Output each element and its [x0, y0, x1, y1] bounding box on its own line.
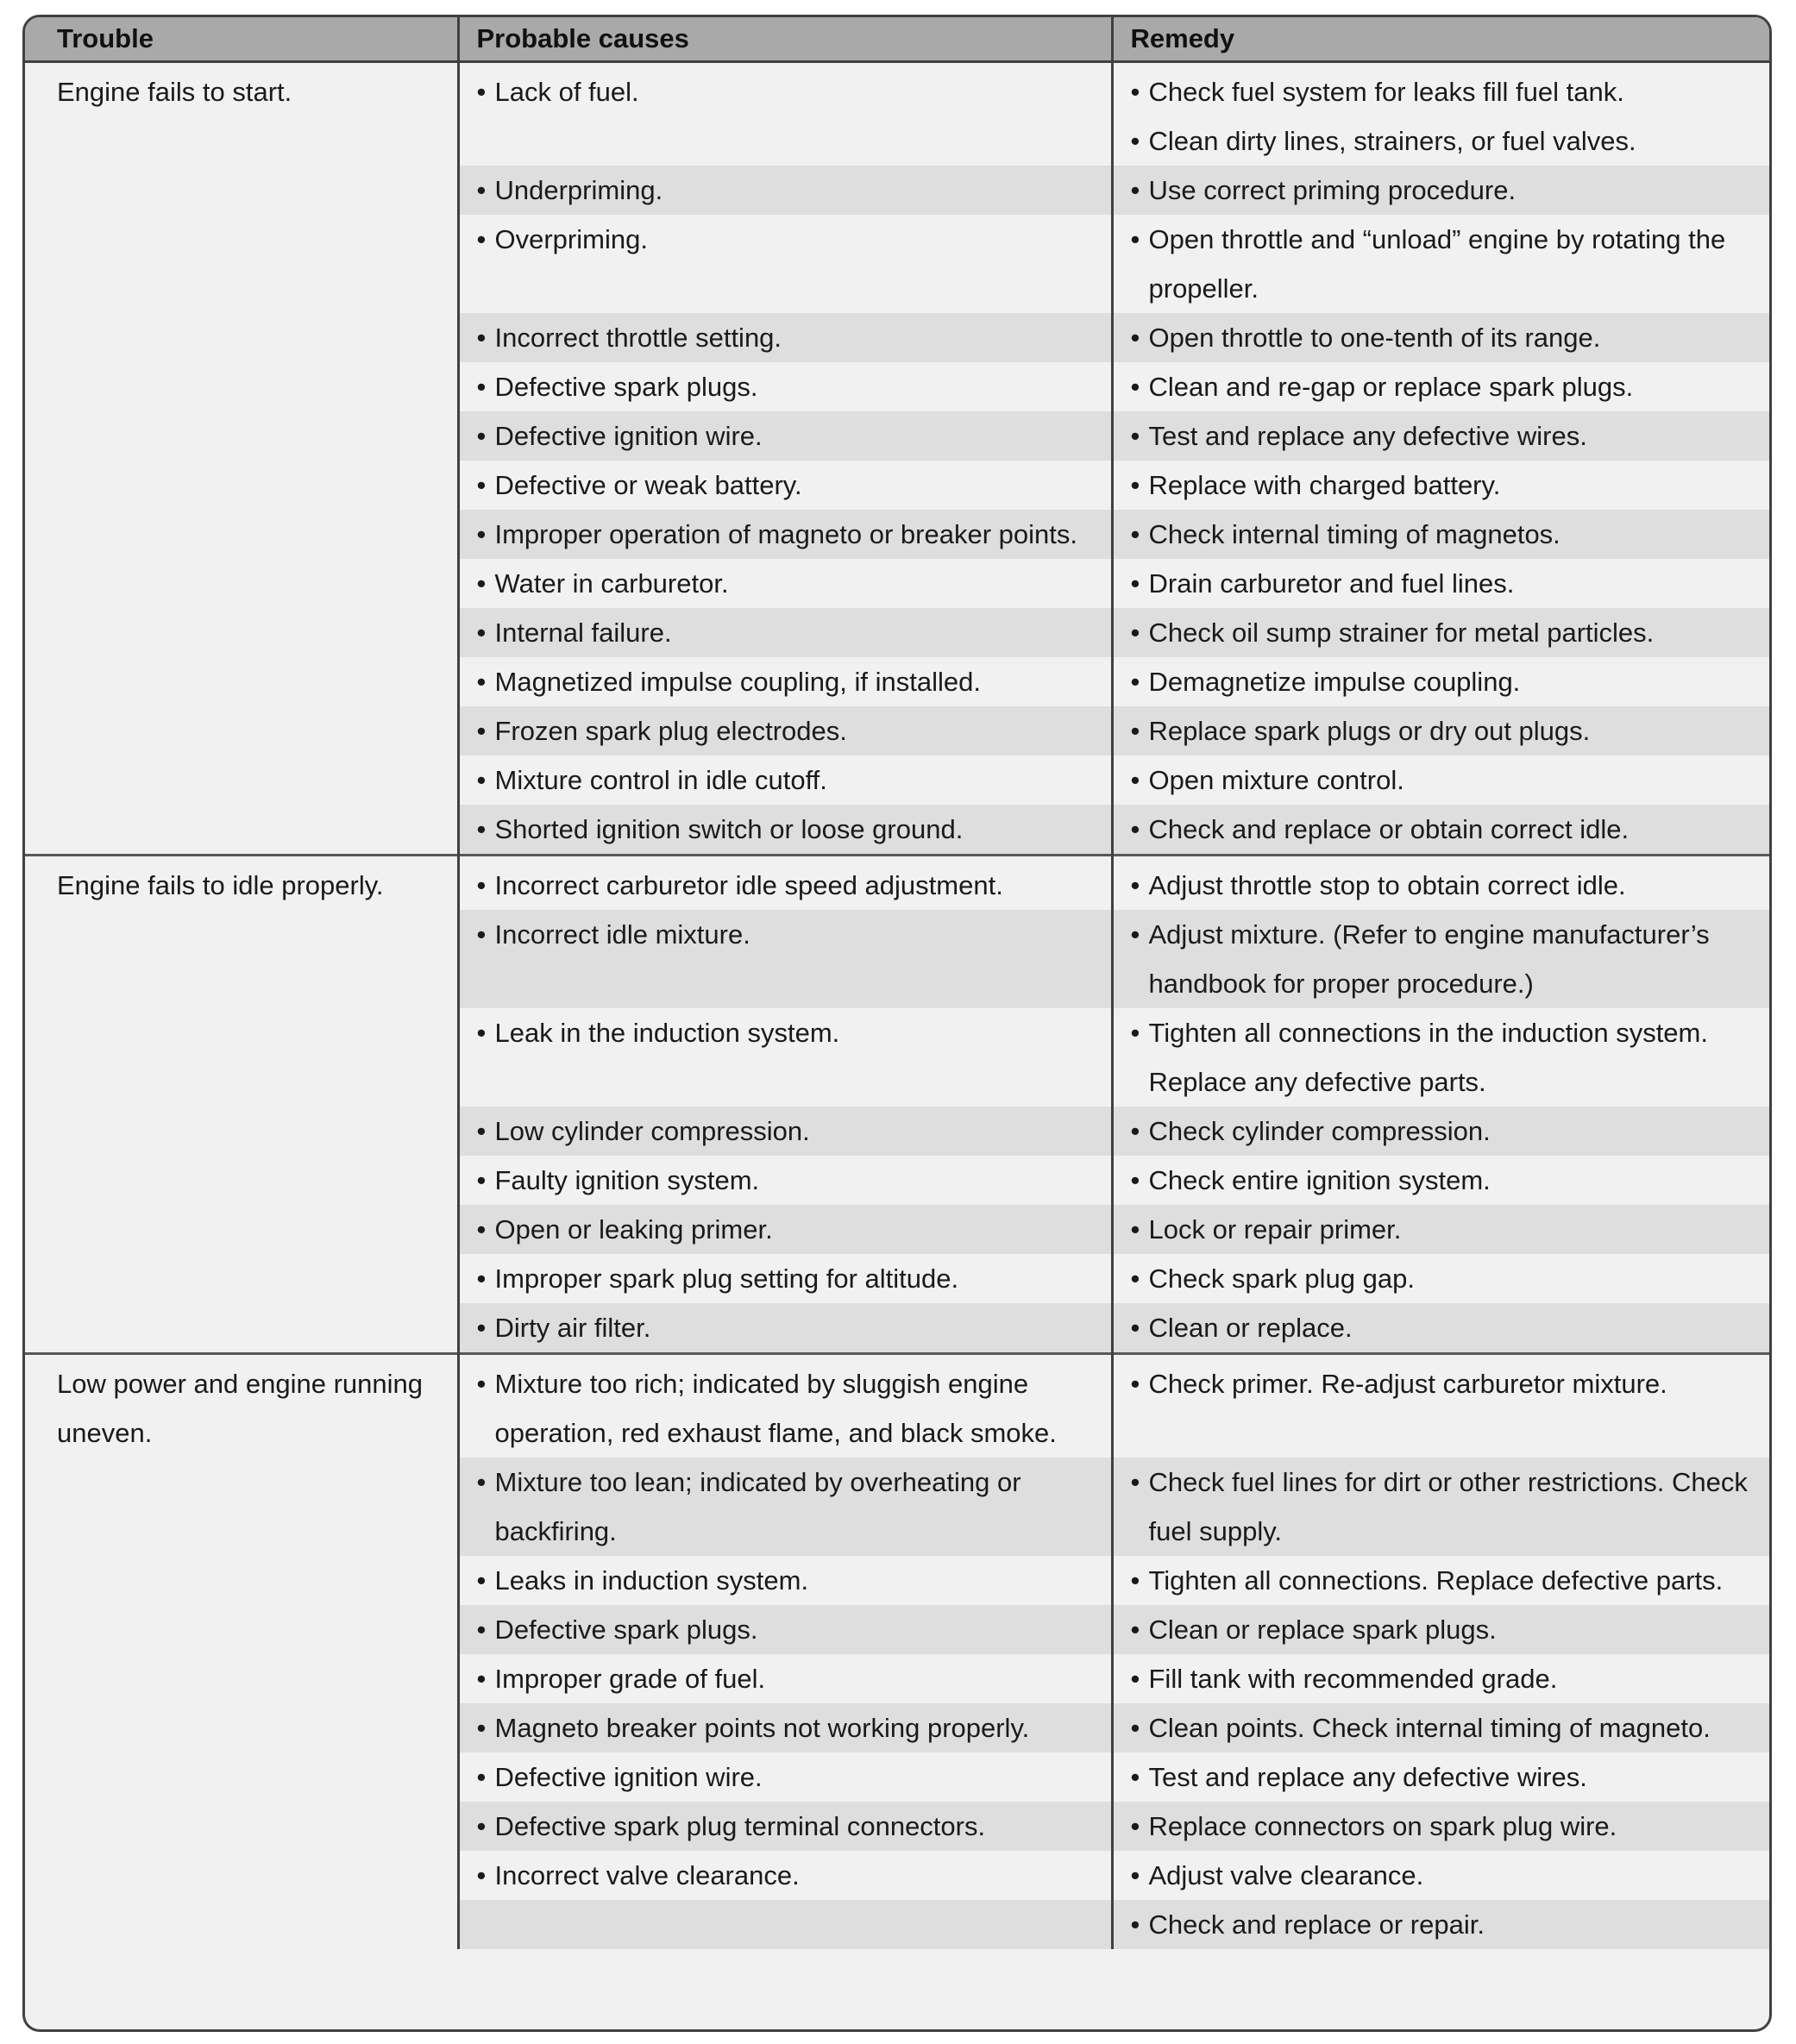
cause-cell	[458, 1254, 1112, 1303]
remedy-cell	[1112, 215, 1769, 313]
remedy-item: • Check internal timing of magnetos.	[1131, 510, 1760, 559]
cause-item: • Mixture control in idle cutoff.	[477, 756, 1101, 805]
remedy-cell	[1112, 411, 1769, 461]
remedy-cell	[1112, 1703, 1769, 1752]
remedy-cell	[1112, 1802, 1769, 1851]
cause-cell	[458, 1752, 1112, 1802]
cause-item: • Internal failure.	[477, 608, 1101, 657]
cause-cell	[458, 1354, 1112, 1458]
remedy-item: • Clean and re-gap or replace spark plugs.	[1131, 362, 1760, 411]
cause-cell	[458, 1802, 1112, 1851]
cause-item: • Leaks in induction system.	[477, 1556, 1101, 1605]
cause-cell	[458, 166, 1112, 215]
cause-item: • Mixture too lean; indicated by overheating or backfiring.	[477, 1458, 1101, 1556]
remedy-cell	[1112, 1254, 1769, 1303]
remedy-item: • Check fuel system for leaks fill fuel tank.	[1131, 67, 1760, 116]
remedy-cell	[1112, 313, 1769, 362]
cause-item: • Defective spark plugs.	[477, 1605, 1101, 1654]
remedy-cell	[1112, 1900, 1769, 1949]
remedy-cell	[1112, 62, 1769, 166]
remedy-item: • Open mixture control.	[1131, 756, 1760, 805]
remedy-cell	[1112, 805, 1769, 856]
remedy-item: • Check and replace or repair.	[1131, 1900, 1760, 1949]
remedy-item: • Adjust throttle stop to obtain correct idle.	[1131, 861, 1760, 910]
cause-cell	[458, 1205, 1112, 1254]
remedy-item: • Clean points. Check internal timing of magneto.	[1131, 1703, 1760, 1752]
remedy-item: • Test and replace any defective wires.	[1131, 411, 1760, 461]
cause-item: • Open or leaking primer.	[477, 1205, 1101, 1254]
remedy-item: • Tighten all connections. Replace defective parts.	[1131, 1556, 1760, 1605]
cause-cell	[458, 756, 1112, 805]
remedy-cell	[1112, 362, 1769, 411]
remedy-cell	[1112, 1008, 1769, 1107]
cause-item: • Lack of fuel.	[477, 67, 1101, 116]
cause-item: • Improper grade of fuel.	[477, 1654, 1101, 1703]
remedy-item: • Adjust valve clearance.	[1131, 1851, 1760, 1900]
remedy-cell	[1112, 910, 1769, 1008]
remedy-item: • Demagnetize impulse coupling.	[1131, 657, 1760, 706]
cause-item: • Water in carburetor.	[477, 559, 1101, 608]
cause-item: • Incorrect idle mixture.	[477, 910, 1101, 959]
cause-item: • Improper spark plug setting for altitude.	[477, 1254, 1101, 1303]
remedy-cell	[1112, 461, 1769, 510]
remedy-item: • Clean or replace spark plugs.	[1131, 1605, 1760, 1654]
cause-cell	[458, 910, 1112, 1008]
cause-item: • Defective ignition wire.	[477, 1752, 1101, 1802]
remedy-item: • Replace connectors on spark plug wire.	[1131, 1802, 1760, 1851]
remedy-cell	[1112, 1156, 1769, 1205]
table-row	[25, 856, 1769, 911]
cause-item: • Incorrect throttle setting.	[477, 313, 1101, 362]
cause-cell	[458, 313, 1112, 362]
cause-cell	[458, 215, 1112, 313]
remedy-item: • Check fuel lines for dirt or other restrictions. Check fuel supply.	[1131, 1458, 1760, 1556]
cause-item: • Underpriming.	[477, 166, 1101, 215]
trouble-cell: Engine fails to start.	[25, 62, 458, 856]
remedy-item: • Test and replace any defective wires.	[1131, 1752, 1760, 1802]
cause-item: • Faulty ignition system.	[477, 1156, 1101, 1205]
cause-cell	[458, 608, 1112, 657]
header-trouble: Trouble	[25, 17, 458, 62]
remedy-item: • Lock or repair primer.	[1131, 1205, 1760, 1254]
remedy-cell	[1112, 1851, 1769, 1900]
cause-cell	[458, 411, 1112, 461]
cause-cell	[458, 856, 1112, 911]
cause-item: • Dirty air filter.	[477, 1303, 1101, 1352]
cause-item: • Incorrect valve clearance.	[477, 1851, 1101, 1900]
cause-cell	[458, 559, 1112, 608]
remedy-cell	[1112, 1752, 1769, 1802]
cause-item: • Mixture too rich; indicated by sluggish engine operation, red exhaust flame, and black smoke.	[477, 1359, 1101, 1458]
header-row	[25, 17, 1769, 62]
remedy-cell	[1112, 756, 1769, 805]
remedy-cell	[1112, 1205, 1769, 1254]
cause-cell	[458, 805, 1112, 856]
cause-item: • Low cylinder compression.	[477, 1107, 1101, 1156]
cause-cell	[458, 1107, 1112, 1156]
remedy-item: • Drain carburetor and fuel lines.	[1131, 559, 1760, 608]
table-row	[25, 1354, 1769, 1458]
table-row	[25, 62, 1769, 166]
remedy-cell	[1112, 1654, 1769, 1703]
remedy-cell	[1112, 1107, 1769, 1156]
cause-cell	[458, 1556, 1112, 1605]
cause-cell	[458, 1654, 1112, 1703]
cause-cell	[458, 510, 1112, 559]
remedy-item: • Open throttle and “unload” engine by rotating the propeller.	[1131, 215, 1760, 313]
trouble-cell: Engine fails to idle properly.	[25, 856, 458, 1354]
cause-cell	[458, 362, 1112, 411]
remedy-item: • Use correct priming procedure.	[1131, 166, 1760, 215]
remedy-item: • Clean or replace.	[1131, 1303, 1760, 1352]
remedy-cell	[1112, 559, 1769, 608]
header-probable-causes: Probable causes	[458, 17, 1112, 62]
remedy-item: • Fill tank with recommended grade.	[1131, 1654, 1760, 1703]
cause-cell	[458, 1458, 1112, 1556]
remedy-cell	[1112, 856, 1769, 911]
cause-cell	[458, 1851, 1112, 1900]
cause-item: • Magnetized impulse coupling, if installed.	[477, 657, 1101, 706]
remedy-item: • Replace with charged battery.	[1131, 461, 1760, 510]
cause-cell	[458, 461, 1112, 510]
remedy-cell	[1112, 657, 1769, 706]
remedy-item: • Adjust mixture. (Refer to engine manufacturer’s handbook for proper procedure.)	[1131, 910, 1760, 1008]
cause-item: • Defective or weak battery.	[477, 461, 1101, 510]
remedy-item: • Tighten all connections in the induction system. Replace any defective parts.	[1131, 1008, 1760, 1107]
cause-item: • Defective spark plugs.	[477, 362, 1101, 411]
remedy-item: • Check and replace or obtain correct idle.	[1131, 805, 1760, 854]
remedy-item: • Open throttle to one-tenth of its range.	[1131, 313, 1760, 362]
remedy-cell	[1112, 1556, 1769, 1605]
cause-item: • Overpriming.	[477, 215, 1101, 264]
cause-item: • Magneto breaker points not working properly.	[477, 1703, 1101, 1752]
remedy-item: • Check spark plug gap.	[1131, 1254, 1760, 1303]
remedy-cell	[1112, 706, 1769, 756]
remedy-item: • Check oil sump strainer for metal particles.	[1131, 608, 1760, 657]
remedy-cell	[1112, 608, 1769, 657]
remedy-cell	[1112, 510, 1769, 559]
cause-item: • Leak in the induction system.	[477, 1008, 1101, 1057]
remedy-cell	[1112, 1303, 1769, 1354]
remedy-cell	[1112, 1458, 1769, 1556]
remedy-cell	[1112, 1605, 1769, 1654]
remedy-item: • Check primer. Re-adjust carburetor mixture.	[1131, 1359, 1760, 1408]
cause-cell	[458, 706, 1112, 756]
cause-cell	[458, 1703, 1112, 1752]
cause-cell	[458, 1605, 1112, 1654]
cause-item: • Shorted ignition switch or loose ground.	[477, 805, 1101, 854]
troubleshooting-grid	[25, 17, 1769, 1949]
cause-item: • Defective ignition wire.	[477, 411, 1101, 461]
cause-cell	[458, 1303, 1112, 1354]
cause-item: • Defective spark plug terminal connectors.	[477, 1802, 1101, 1851]
remedy-cell	[1112, 1354, 1769, 1458]
cause-item: • Incorrect carburetor idle speed adjustment.	[477, 861, 1101, 910]
remedy-item: • Clean dirty lines, strainers, or fuel valves.	[1131, 116, 1760, 166]
cause-item: • Frozen spark plug electrodes.	[477, 706, 1101, 756]
cause-cell	[458, 1008, 1112, 1107]
remedy-item: • Check cylinder compression.	[1131, 1107, 1760, 1156]
remedy-cell	[1112, 166, 1769, 215]
cause-cell	[458, 1156, 1112, 1205]
troubleshooting-table	[22, 15, 1772, 2032]
cause-cell	[458, 62, 1112, 166]
header-remedy: Remedy	[1112, 17, 1769, 62]
cause-item: • Improper operation of magneto or breaker points.	[477, 510, 1101, 559]
trouble-cell: Low power and engine running uneven.	[25, 1354, 458, 1950]
remedy-item: • Check entire ignition system.	[1131, 1156, 1760, 1205]
cause-cell	[458, 657, 1112, 706]
remedy-item: • Replace spark plugs or dry out plugs.	[1131, 706, 1760, 756]
cause-cell	[458, 1900, 1112, 1949]
table-body	[25, 62, 1769, 1950]
